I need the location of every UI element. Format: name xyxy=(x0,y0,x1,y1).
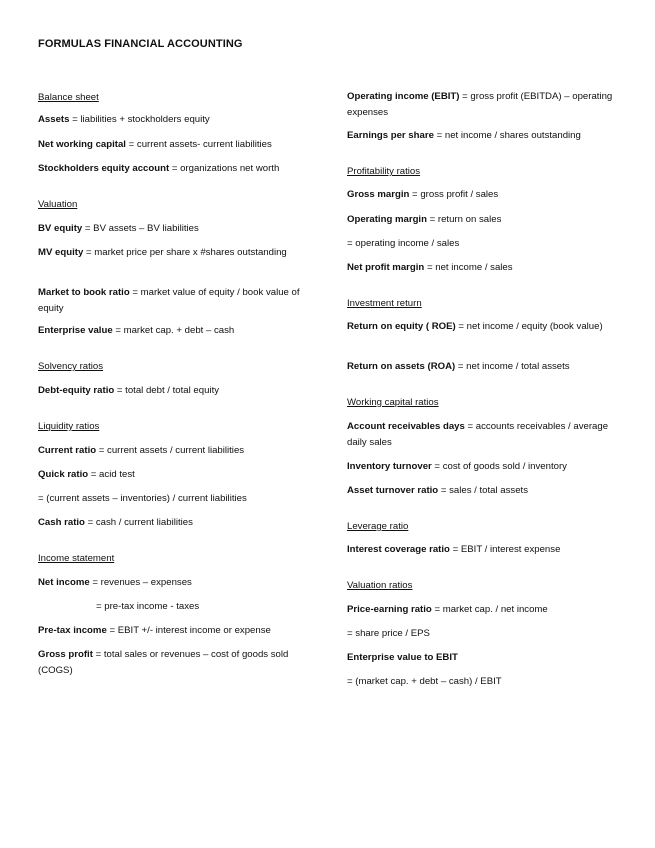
section-heading: Income statement xyxy=(38,553,115,564)
formula-line xyxy=(38,161,323,177)
formula-expression: = BV assets – BV liabilities xyxy=(82,223,199,234)
document-title: FORMULAS FINANCIAL ACCOUNTING xyxy=(38,38,243,50)
formula-term: Quick ratio xyxy=(38,469,89,480)
formula-line xyxy=(347,419,615,451)
formula-expression: = organizations net worth xyxy=(169,163,280,174)
formula-line xyxy=(347,483,615,499)
formula-expression: = market value of equity / book value of equity xyxy=(38,287,300,314)
formula-expression: = revenues – expenses xyxy=(89,577,192,588)
formula-line xyxy=(347,602,615,618)
formula-line xyxy=(38,245,323,261)
formula-expression: = gross profit (EBITDA) – operating expenses xyxy=(347,91,613,118)
section-heading: Investment return xyxy=(347,298,422,309)
formula-expression: = market price per share x #shares outstanding xyxy=(83,247,287,258)
formula-line xyxy=(347,187,615,203)
formula-line xyxy=(38,323,323,339)
formula-term: Inventory turnover xyxy=(347,461,432,472)
formula-expression: = sales / total assets xyxy=(438,485,529,496)
formula-line xyxy=(347,319,615,335)
formula-line xyxy=(347,650,615,666)
formula-term: Market to book ratio xyxy=(38,287,130,298)
formula-expression: = current assets / current liabilities xyxy=(96,445,245,456)
formula-line xyxy=(38,515,323,531)
formula-term: Return on equity ( ROE) xyxy=(347,321,456,332)
formula-term: Cash ratio xyxy=(38,517,85,528)
formula-expression: = EBIT / interest expense xyxy=(449,544,561,555)
formula-expression: = accounts receivables / average daily sales xyxy=(347,421,609,448)
formula-term: Net income xyxy=(38,577,90,588)
formula-expression: = current assets- current liabilities xyxy=(125,139,272,150)
section-heading: Liquidity ratios xyxy=(38,421,100,432)
section-heading: Working capital ratios xyxy=(347,397,439,408)
formula-continuation: = operating income / sales xyxy=(347,238,460,249)
formula-expression: = cost of goods sold / inventory xyxy=(431,461,567,472)
formula-term: MV equity xyxy=(38,247,84,258)
formula-line xyxy=(347,260,615,276)
formula-expression: = net income / sales xyxy=(424,262,513,273)
formula-term: Return on assets (ROA) xyxy=(347,361,456,372)
section-heading: Valuation xyxy=(38,199,78,210)
formula-term: Asset turnover ratio xyxy=(347,485,439,496)
formula-term: Gross profit xyxy=(38,649,93,660)
formula-term: Operating income (EBIT) xyxy=(347,91,460,102)
formula-term: BV equity xyxy=(38,223,83,234)
formula-continuation: = (current assets – inventories) / current liabilities xyxy=(38,493,247,504)
formula-expression: = net income / shares outstanding xyxy=(433,130,581,141)
formula-term: Enterprise value xyxy=(38,325,113,336)
section-heading: Leverage ratio xyxy=(347,521,409,532)
formula-line xyxy=(347,212,615,228)
section-heading: Profitability ratios xyxy=(347,166,421,177)
section-heading: Solvency ratios xyxy=(38,361,104,372)
formula-term: Earnings per share xyxy=(347,130,434,141)
formula-expression: = gross profit / sales xyxy=(409,189,499,200)
formula-line xyxy=(38,383,323,399)
formula-expression: = net income / total assets xyxy=(455,361,570,372)
formula-expression: = market cap. / net income xyxy=(431,604,548,615)
formula-line xyxy=(38,467,323,483)
formula-line xyxy=(38,443,323,459)
formula-term: Stockholders equity account xyxy=(38,163,170,174)
formula-continuation: = (market cap. + debt – cash) / EBIT xyxy=(347,676,502,687)
formula-expression: = net income / equity (book value) xyxy=(455,321,603,332)
section-heading: Valuation ratios xyxy=(347,580,413,591)
formula-line xyxy=(38,647,323,679)
formula-term: Pre-tax income xyxy=(38,625,107,636)
formula-line xyxy=(347,128,615,144)
formula-term: Gross margin xyxy=(347,189,410,200)
formula-expression: = cash / current liabilities xyxy=(84,517,193,528)
formula-continuation: = share price / EPS xyxy=(347,628,430,639)
formula-line xyxy=(38,285,323,317)
section-heading: Balance sheet xyxy=(38,92,99,103)
formula-term: Current ratio xyxy=(38,445,97,456)
formula-term: Interest coverage ratio xyxy=(347,544,450,555)
formula-line xyxy=(38,112,323,128)
formula-continuation: = pre-tax income - taxes xyxy=(96,601,200,612)
formula-expression: = liabilities + stockholders equity xyxy=(69,114,210,125)
formula-expression: = total debt / total equity xyxy=(114,385,220,396)
formula-line xyxy=(347,542,615,558)
formula-line xyxy=(38,221,323,237)
formula-term: Operating margin xyxy=(347,214,427,225)
formula-term: Account receivables days xyxy=(347,421,465,432)
formula-expression: = acid test xyxy=(88,469,135,480)
formula-term: Price-earning ratio xyxy=(347,604,432,615)
formula-term: Assets xyxy=(38,114,70,125)
formula-term: Debt-equity ratio xyxy=(38,385,115,396)
formula-line xyxy=(38,623,323,639)
formula-line xyxy=(347,359,615,375)
formula-line xyxy=(38,575,323,591)
formula-term: Net profit margin xyxy=(347,262,425,273)
formula-term: Net working capital xyxy=(38,139,126,150)
formula-expression: = market cap. + debt – cash xyxy=(112,325,235,336)
formula-expression: = return on sales xyxy=(426,214,502,225)
formula-expression: = total sales or revenues – cost of goods sold (COGS) xyxy=(38,649,289,676)
formula-line xyxy=(347,89,615,121)
formula-expression: = EBIT +/- interest income or expense xyxy=(106,625,271,636)
formula-line xyxy=(38,137,323,153)
formula-line xyxy=(347,459,615,475)
formula-term: Enterprise value to EBIT xyxy=(347,652,458,663)
